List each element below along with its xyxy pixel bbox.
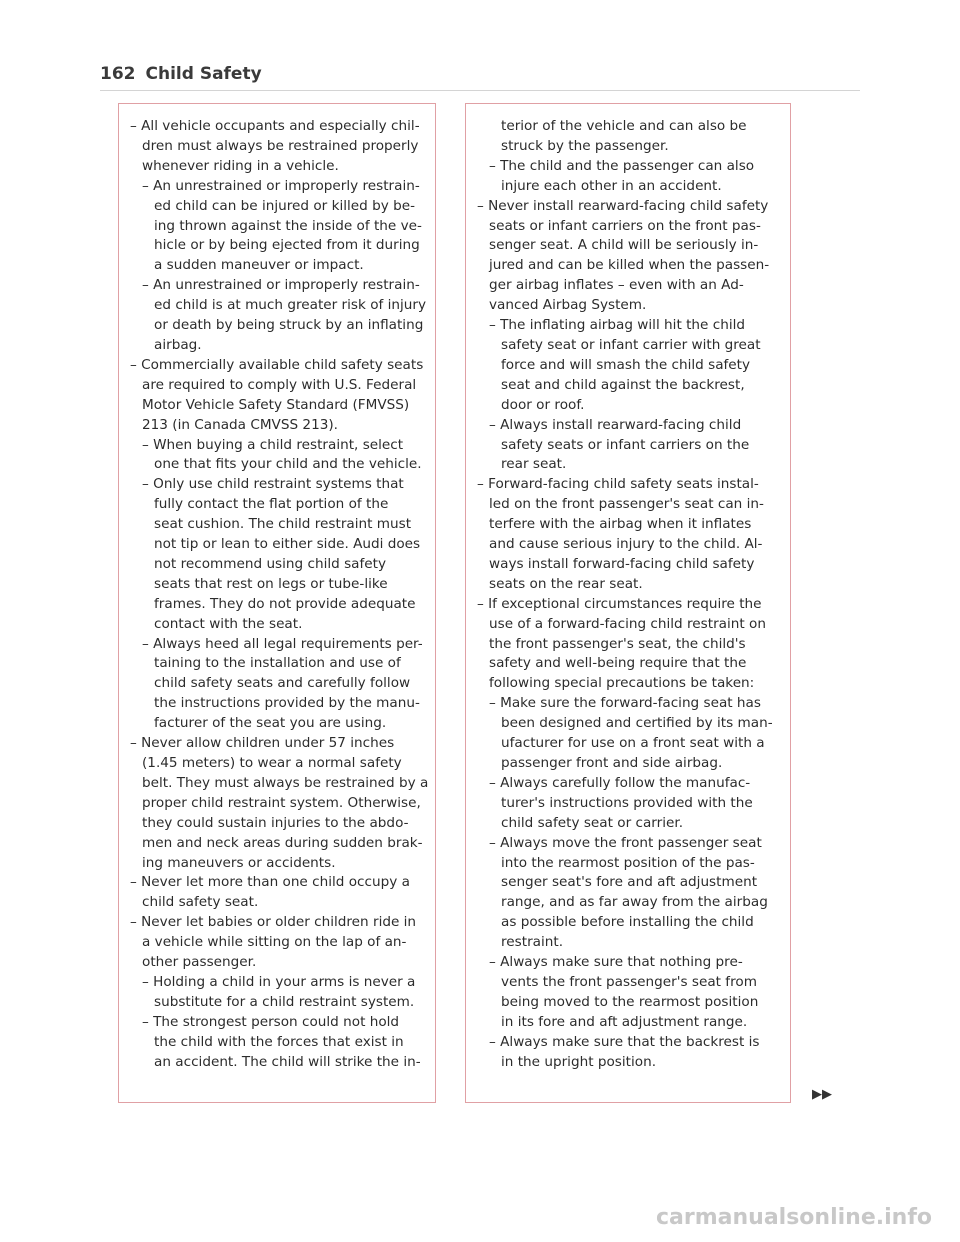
- text-line: – The strongest person could not hold: [142, 1013, 400, 1030]
- text-line: ufacturer for use on a front seat with a: [501, 735, 765, 752]
- text-line: proper child restraint system. Otherwise,: [142, 794, 421, 811]
- text-line: the front passenger's seat, the child's: [489, 635, 746, 652]
- text-line: terior of the vehicle and can also be: [501, 118, 747, 134]
- text-line: an accident. The child will strike the in-: [154, 1053, 421, 1070]
- text-line: rear seat.: [501, 456, 567, 473]
- text-line: they could sustain injuries to the abdo-: [142, 814, 409, 831]
- text-line: injure each other in an accident.: [501, 177, 722, 194]
- text-line: a vehicle while sitting on the lap of an-: [142, 934, 407, 951]
- text-line: – Make sure the forward-facing seat has: [489, 695, 761, 712]
- text-line: and cause serious injury to the child. Al-: [489, 536, 763, 553]
- text-line: force and will smash the child safety: [501, 356, 751, 373]
- text-line: seat and child against the backrest,: [501, 376, 745, 393]
- text-line: airbag.: [154, 336, 202, 353]
- text-line: not tip or lean to either side. Audi does: [154, 536, 421, 553]
- warning-box-left: [118, 103, 436, 1103]
- continue-arrow-icon: ▶▶: [812, 1087, 832, 1102]
- text-line: belt. They must always be restrained by a: [142, 774, 429, 791]
- text-line: – Never install rearward-facing child safety: [477, 197, 769, 214]
- text-line: – Always make sure that the backrest is: [489, 1033, 760, 1050]
- text-line: led on the front passenger's seat can in-: [489, 496, 764, 513]
- text-line: turer's instructions provided with the: [501, 794, 753, 811]
- text-line: facturer of the seat you are using.: [154, 715, 387, 732]
- header-divider: [100, 90, 860, 91]
- text-line: – Always heed all legal requirements per-: [142, 635, 423, 652]
- text-line: – Never let babies or older children ride in: [130, 914, 417, 931]
- text-line: – Forward-facing child safety seats instal-: [477, 476, 759, 493]
- text-line: – The child and the passenger can also: [489, 157, 755, 174]
- text-line: whenever riding in a vehicle.: [142, 157, 339, 174]
- text-line: into the rearmost position of the pas-: [501, 854, 755, 871]
- text-line: – The inflating airbag will hit the child: [489, 317, 745, 334]
- text-line: 213 (in Canada CMVSS 213).: [142, 416, 339, 433]
- text-line: – Always carefully follow the manufac-: [489, 774, 751, 791]
- text-line: ing maneuvers or accidents.: [142, 854, 336, 871]
- text-line: men and neck areas during sudden brak-: [142, 834, 423, 851]
- text-line: – Commercially available child safety seats: [130, 356, 424, 373]
- text-line: the child with the forces that exist in: [154, 1033, 404, 1050]
- text-line: not recommend using child safety: [154, 555, 387, 572]
- text-line: use of a forward-facing child restraint on: [489, 615, 766, 632]
- text-line: – An unrestrained or improperly restrain-: [142, 277, 420, 294]
- text-line: dren must always be restrained properly: [142, 137, 419, 154]
- text-line: vanced Airbag System.: [489, 297, 647, 314]
- text-line: passenger front and side airbag.: [501, 755, 723, 771]
- text-line: door or roof.: [501, 396, 585, 413]
- text-line: ing thrown against the inside of the ve-: [154, 217, 422, 234]
- text-line: child safety seat or carrier.: [501, 814, 684, 831]
- text-line: – Always move the front passenger seat: [489, 834, 762, 851]
- page-number: 162: [100, 64, 136, 84]
- text-line: terfere with the airbag when it inflates: [489, 516, 752, 533]
- text-line: – Holding a child in your arms is never a: [142, 973, 416, 990]
- text-line: as possible before installing the child: [501, 914, 754, 931]
- text-line: substitute for a child restraint system.: [154, 993, 415, 1010]
- warning-box-right: [465, 103, 791, 1103]
- text-line: senger seat. A child will be seriously in-: [489, 237, 759, 254]
- text-line: other passenger.: [142, 954, 257, 971]
- text-line: – Always make sure that nothing pre-: [489, 954, 743, 971]
- text-line: – Never allow children under 57 inches: [130, 735, 395, 752]
- text-line: – Only use child restraint systems that: [142, 476, 404, 493]
- text-line: ger airbag inflates – even with an Ad-: [489, 277, 744, 294]
- text-line: hicle or by being ejected from it during: [154, 237, 420, 254]
- text-line: in its fore and aft adjustment range.: [501, 1013, 748, 1030]
- text-line: ed child can be injured or killed by be-: [154, 197, 415, 214]
- text-line: – When buying a child restraint, select: [142, 436, 404, 453]
- text-line: been designed and certified by its man-: [501, 715, 773, 732]
- text-line: a sudden maneuver or impact.: [154, 257, 364, 274]
- text-line: vents the front passenger's seat from: [501, 973, 757, 990]
- page-header: [100, 64, 800, 84]
- text-line: safety seat or infant carrier with great: [501, 336, 761, 353]
- text-line: – All vehicle occupants and especially chil-: [130, 118, 420, 134]
- text-line: the instructions provided by the manu-: [154, 695, 420, 712]
- text-line: child safety seats and carefully follow: [154, 675, 411, 692]
- section-title: Child Safety: [145, 64, 262, 84]
- text-line: – Never let more than one child occupy a: [130, 874, 410, 891]
- text-line: safety and well-being require that the: [489, 655, 747, 672]
- text-line: – If exceptional circumstances require the: [477, 595, 762, 612]
- text-line: being moved to the rearmost position: [501, 993, 759, 1010]
- text-line: – An unrestrained or improperly restrain-: [142, 177, 420, 194]
- text-line: ways install forward-facing child safety: [489, 555, 755, 572]
- text-line: – Always install rearward-facing child: [489, 416, 742, 433]
- text-line: seats that rest on legs or tube-like: [154, 575, 388, 592]
- text-line: range, and as far away from the airbag: [501, 894, 768, 911]
- text-line: following special precautions be taken:: [489, 675, 755, 692]
- text-line: Motor Vehicle Safety Standard (FMVSS): [142, 396, 410, 413]
- text-line: or death by being struck by an inflating: [154, 317, 424, 334]
- text-line: restraint.: [501, 934, 564, 951]
- text-line: taining to the installation and use of: [154, 655, 401, 672]
- text-line: one that fits your child and the vehicle.: [154, 456, 422, 473]
- text-line: ed child is at much greater risk of injury: [154, 297, 427, 314]
- text-line: child safety seat.: [142, 894, 259, 911]
- text-line: are required to comply with U.S. Federal: [142, 376, 417, 393]
- text-line: jured and can be killed when the passen-: [489, 257, 770, 274]
- text-line: (1.45 meters) to wear a normal safety: [142, 755, 402, 771]
- left-column-text: [119, 117, 435, 1073]
- text-line: fully contact the flat portion of the: [154, 496, 389, 513]
- text-line: seats or infant carriers on the front pas-: [489, 217, 761, 234]
- text-line: seats on the rear seat.: [489, 575, 643, 592]
- text-line: contact with the seat.: [154, 615, 303, 632]
- watermark: carmanualsonline.info: [656, 1205, 932, 1230]
- text-line: safety seats or infant carriers on the: [501, 436, 750, 453]
- text-line: struck by the passenger.: [501, 137, 669, 154]
- right-column-text: [466, 117, 790, 1073]
- text-line: senger seat's fore and aft adjustment: [501, 874, 758, 891]
- text-line: frames. They do not provide adequate: [154, 595, 416, 612]
- text-line: seat cushion. The child restraint must: [154, 516, 412, 533]
- text-line: in the upright position.: [501, 1053, 657, 1070]
